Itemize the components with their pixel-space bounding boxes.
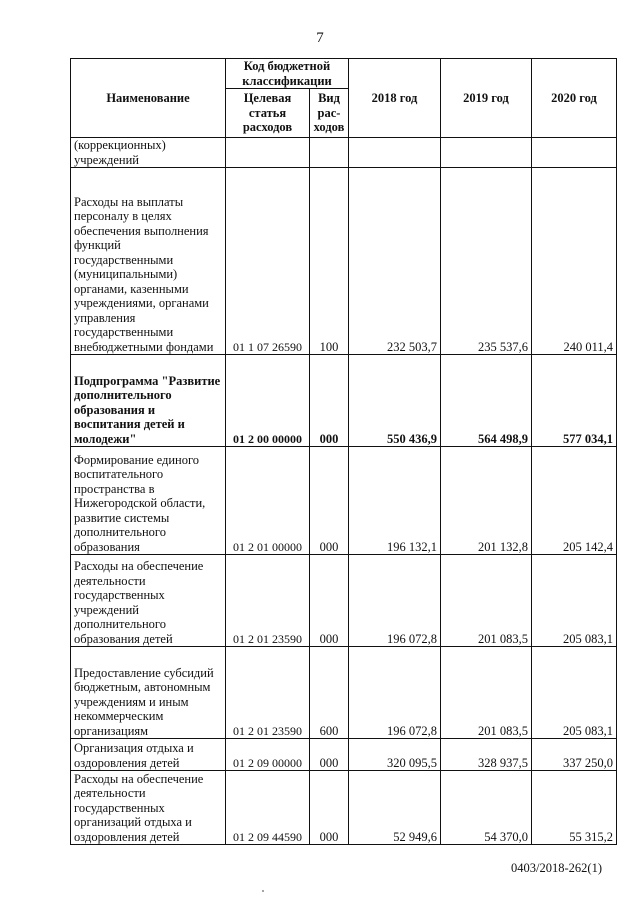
table-row xyxy=(71,168,617,355)
table-row xyxy=(71,355,617,447)
row-2020 xyxy=(532,138,617,168)
row-2018: 550 436,9 xyxy=(349,355,441,447)
table-row xyxy=(71,555,617,647)
header-target-article: Целевая статья расходов xyxy=(226,89,310,138)
row-code: 01 2 01 23590 xyxy=(226,555,310,647)
row-type: 600 xyxy=(310,647,349,739)
page-number: 7 xyxy=(316,30,324,46)
row-name: Подпрограмма "Развитие дополнительного образования и воспитания детей и молодежи" xyxy=(71,355,226,447)
row-type: 000 xyxy=(310,447,349,555)
row-name: Расходы на обеспечение деятельности государственных организаций отдыха и оздоровления детей xyxy=(71,771,226,845)
header-2019: 2019 год xyxy=(441,59,532,138)
row-name: Расходы на выплаты персоналу в целях обеспечения выполнения функций государственными (муниципальными) органами, казенными учреждениями, органами управления государственными внебюджетными фондами xyxy=(71,168,226,355)
row-name: Расходы на обеспечение деятельности государственных учреждений дополнительного образования детей xyxy=(71,555,226,647)
header-code-group: Код бюджетной классификации xyxy=(226,59,349,89)
row-code: 01 2 01 23590 xyxy=(226,647,310,739)
row-2018: 232 503,7 xyxy=(349,168,441,355)
row-2018 xyxy=(349,138,441,168)
row-2020: 205 142,4 xyxy=(532,447,617,555)
row-2019: 328 937,5 xyxy=(441,739,532,771)
row-code xyxy=(226,138,310,168)
row-name: Предоставление субсидий бюджетным, автономным учреждениям и иным некоммерческим организациям xyxy=(71,647,226,739)
row-name: Организация отдыха и оздоровления детей xyxy=(71,739,226,771)
table-row xyxy=(71,771,617,845)
row-type: 000 xyxy=(310,771,349,845)
row-name: Формирование единого воспитательного пространства в Нижегородской области, развитие системы дополнительного образования xyxy=(71,447,226,555)
table-row xyxy=(71,447,617,555)
row-2019: 201 132,8 xyxy=(441,447,532,555)
table-row xyxy=(71,647,617,739)
row-code: 01 1 07 26590 xyxy=(226,168,310,355)
scan-speck xyxy=(262,890,264,892)
row-type: 000 xyxy=(310,739,349,771)
row-name: (коррекционных) учреждений xyxy=(71,138,226,168)
budget-table xyxy=(70,58,617,845)
row-2020: 205 083,1 xyxy=(532,555,617,647)
row-2020: 577 034,1 xyxy=(532,355,617,447)
table-row xyxy=(71,138,617,168)
row-2018: 196 132,1 xyxy=(349,447,441,555)
row-code: 01 2 01 00000 xyxy=(226,447,310,555)
row-2019: 235 537,6 xyxy=(441,168,532,355)
header-2020: 2020 год xyxy=(532,59,617,138)
row-2019: 201 083,5 xyxy=(441,555,532,647)
table-row xyxy=(71,739,617,771)
row-2019 xyxy=(441,138,532,168)
header-2018: 2018 год xyxy=(349,59,441,138)
row-2020: 337 250,0 xyxy=(532,739,617,771)
header-expense-type: Вид рас-ходов xyxy=(310,89,349,138)
row-code: 01 2 00 00000 xyxy=(226,355,310,447)
row-type: 000 xyxy=(310,555,349,647)
row-2019: 54 370,0 xyxy=(441,771,532,845)
row-type: 000 xyxy=(310,355,349,447)
row-2020: 240 011,4 xyxy=(532,168,617,355)
row-type: 100 xyxy=(310,168,349,355)
row-code: 01 2 09 00000 xyxy=(226,739,310,771)
row-2019: 201 083,5 xyxy=(441,647,532,739)
row-2018: 196 072,8 xyxy=(349,555,441,647)
document-code: 0403/2018-262(1) xyxy=(511,861,602,875)
row-type xyxy=(310,138,349,168)
row-2020: 55 315,2 xyxy=(532,771,617,845)
row-2018: 196 072,8 xyxy=(349,647,441,739)
header-name: Наименование xyxy=(71,59,226,138)
row-code: 01 2 09 44590 xyxy=(226,771,310,845)
row-2018: 52 949,6 xyxy=(349,771,441,845)
row-2019: 564 498,9 xyxy=(441,355,532,447)
row-2020: 205 083,1 xyxy=(532,647,617,739)
row-2018: 320 095,5 xyxy=(349,739,441,771)
